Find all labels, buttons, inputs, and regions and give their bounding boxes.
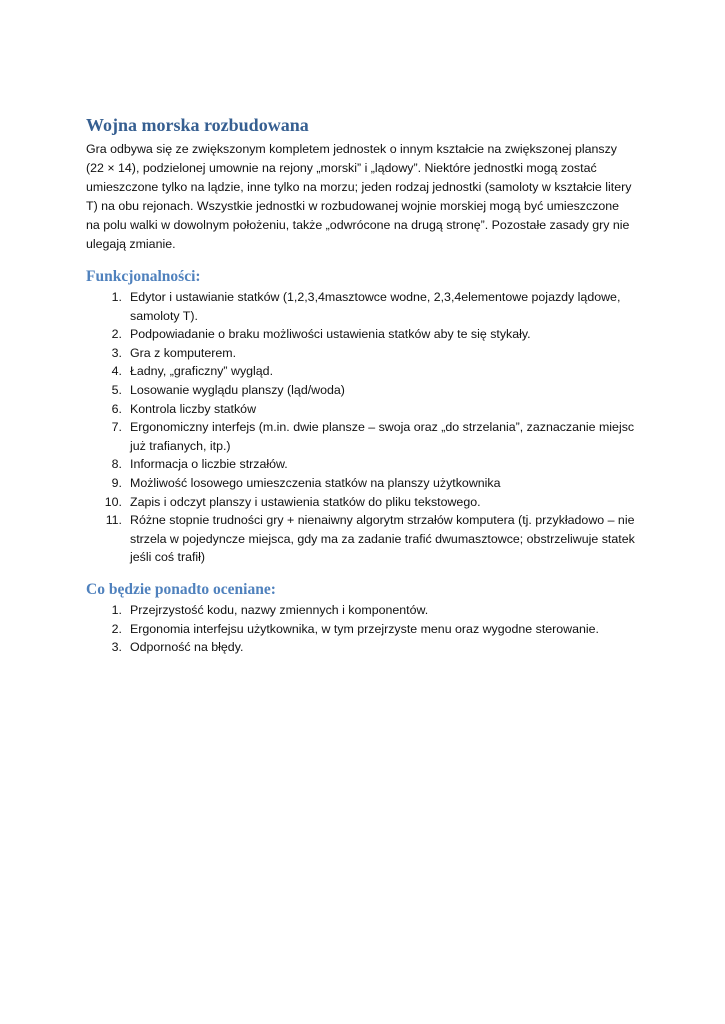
list-item-text: Informacja o liczbie strzałów. — [130, 457, 288, 472]
list-item — [86, 638, 646, 657]
list-item — [86, 325, 646, 344]
list-item — [86, 362, 646, 381]
list-item — [86, 418, 646, 455]
list-item — [86, 288, 646, 325]
list-item-number: 9. — [111, 475, 122, 490]
list-item-number: 4. — [111, 364, 122, 379]
list-item — [86, 493, 646, 512]
list-item-number: 2. — [111, 327, 122, 342]
list-item-number: 5. — [111, 382, 122, 397]
list-item-number: 11. — [105, 513, 122, 528]
document-title: Wojna morska rozbudowana — [86, 115, 309, 135]
list-item-number: 6. — [111, 401, 122, 416]
document-page — [86, 112, 646, 657]
list-item — [86, 474, 646, 493]
list-item-text: Podpowiadanie o braku możliwości ustawienia statków aby te się stykały. — [130, 327, 531, 342]
functionalities-list — [86, 288, 646, 567]
list-item-number: 3. — [111, 345, 122, 360]
list-item — [86, 511, 646, 567]
list-item-text: Losowanie wyglądu planszy (ląd/woda) — [130, 382, 345, 397]
list-item-text: Możliwość losowego umieszczenia statków na planszy użytkownika — [130, 475, 501, 490]
list-item-number: 2. — [111, 621, 122, 636]
list-item-text: Odporność na błędy. — [130, 640, 244, 655]
evaluation-list — [86, 601, 646, 657]
list-item-text: Gra z komputerem. — [130, 345, 237, 360]
list-item — [86, 601, 646, 620]
list-item-text: Ergonomiczny interfejs (m.in. dwie plansze – swoja oraz „do strzelania”, zaznaczanie miejsc już trafianych, itp.) — [130, 420, 635, 453]
list-item-number: 8. — [111, 457, 122, 472]
list-item-number: 1. — [111, 290, 122, 304]
list-item-number: 1. — [111, 602, 122, 617]
list-item-text: Ergonomia interfejsu użytkownika, w tym przejrzyste menu oraz wygodne sterowanie. — [130, 621, 599, 636]
list-item-number: 7. — [111, 420, 122, 435]
list-item-text: Ładny, „graficzny” wygląd. — [130, 364, 274, 379]
list-item-text: Różne stopnie trudności gry + nienaiwny algorytm strzałów komputera (tj. przykładowo – nie strzela w pojedyncze miejsca, gdy ma za zadanie trafić dwumasztowce; obstrzeliwuje statek jeśli coś trafił) — [130, 513, 635, 565]
list-item-text: Edytor i ustawianie statków (1,2,3,4masztowce wodne, 2,3,4elementowe pojazdy lądowe, samoloty T). — [130, 290, 621, 323]
list-item — [86, 620, 646, 639]
section-heading-functionalities: Funkcjonalności: — [86, 268, 201, 285]
section-heading-evaluation: Co będzie ponadto oceniane: — [86, 580, 276, 598]
intro-paragraph: Gra odbywa się ze zwiększonym kompletem jednostek o innym kształcie na zwiększonej planszy (22 × 14), podzielonej umownie na rejony „morski” i „lądowy”. Niektóre jednostki mogą zostać umieszczone tylko na lądzie, inne tylko na morzu; jeden rodzaj jednostki (samoloty w kształcie litery T) na obu rejonach. Wszystkie jednostki w rozbudowanej wojnie morskiej mogą być umieszczone na polu walki w dowolnym położeniu, także „odwrócone na drugą stronę”. Pozostałe zasady gry nie ulegają zmianie. — [86, 142, 632, 251]
list-item-number: 10. — [104, 494, 122, 509]
list-item — [86, 381, 646, 400]
list-item-text: Przejrzystość kodu, nazwy zmiennych i komponentów. — [130, 602, 429, 617]
list-item-text: Zapis i odczyt planszy i ustawienia statków do pliku tekstowego. — [130, 494, 481, 509]
list-item — [86, 400, 646, 419]
list-item — [86, 344, 646, 363]
list-item — [86, 455, 646, 474]
list-item-number: 3. — [111, 640, 122, 655]
list-item-text: Kontrola liczby statków — [130, 401, 257, 416]
